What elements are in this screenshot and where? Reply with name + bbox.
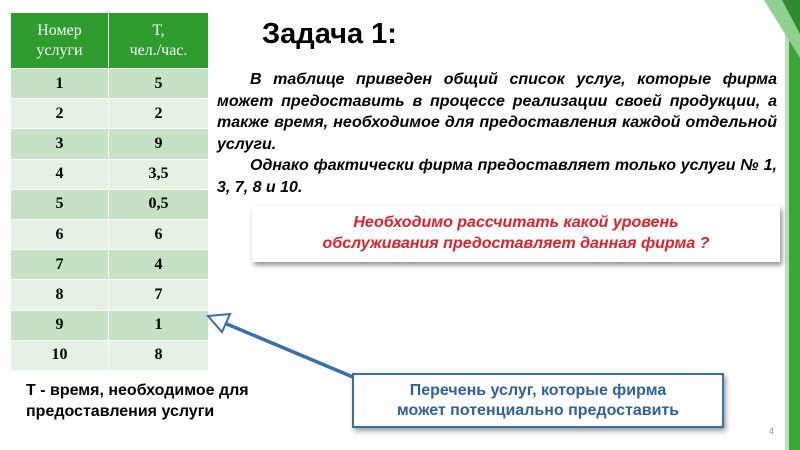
cell-service-number: 2 [11,99,109,129]
header-service-number-line1: Номер [37,21,82,39]
cell-time: 5 [109,69,209,99]
table-row [11,310,209,340]
header-service-number [11,13,109,69]
footnote-line2: предоставления услуги [26,403,215,420]
table-row [11,129,209,159]
table-row [11,250,209,280]
table-body [11,69,209,371]
arrow-head [208,314,230,332]
cell-time: 1 [109,310,209,340]
callout-line2: обслуживания предоставляет данная фирма ? [322,235,710,252]
services-table [10,12,209,371]
blue-box-line2: может потенциально предоставить [396,402,680,419]
table-row [11,340,209,370]
page-title: Задача 1: [262,18,397,50]
cell-time: 8 [109,340,209,370]
cell-service-number: 6 [11,219,109,249]
cell-time: 2 [109,99,209,129]
cell-service-number: 8 [11,280,109,310]
decorative-corner-dark [782,0,800,34]
header-time [109,13,209,69]
footnote-line1: Т - время, необходимое для [26,382,249,399]
table-header-row [11,13,209,69]
callout-line1: Необходимо рассчитать какой уровень [353,214,679,231]
cell-service-number: 10 [11,340,109,370]
problem-text [217,69,777,198]
services-list-callout [352,373,724,428]
arrow-shaft [222,322,360,380]
cell-time: 3,5 [109,159,209,189]
page-number: 4 [768,426,774,436]
cell-service-number: 5 [11,189,109,219]
header-time-line1: Т, [152,21,165,39]
table-row [11,280,209,310]
table-row [11,99,209,129]
cell-service-number: 3 [11,129,109,159]
cell-time: 6 [109,219,209,249]
question-callout [252,206,780,262]
cell-service-number: 7 [11,250,109,280]
cell-time: 0,5 [109,189,209,219]
table-row [11,189,209,219]
cell-time: 7 [109,280,209,310]
cell-time: 4 [109,250,209,280]
cell-service-number: 9 [11,310,109,340]
header-time-line2: чел./час. [129,41,188,59]
blue-box-line1: Перечень услуг, которые фирма [409,382,667,399]
header-service-number-line2: услуги [36,41,83,59]
decorative-strip-dark [789,0,800,450]
table-row [11,219,209,249]
paragraph-2: Однако фактически фирма предоставляет только услуги № 1, 3, 7, 8 и 10. [217,157,777,196]
cell-service-number: 4 [11,159,109,189]
table-row [11,159,209,189]
cell-time: 9 [109,129,209,159]
pointer-arrow [200,300,370,390]
table-row [11,69,209,99]
paragraph-1: В таблице приведен общий список услуг, которые фирма может предоставить в процессе реализации своей продукции, а также время, необходимое для предоставления каждой отдельной услуги. [217,71,777,153]
footnote [26,380,336,422]
cell-service-number: 1 [11,69,109,99]
